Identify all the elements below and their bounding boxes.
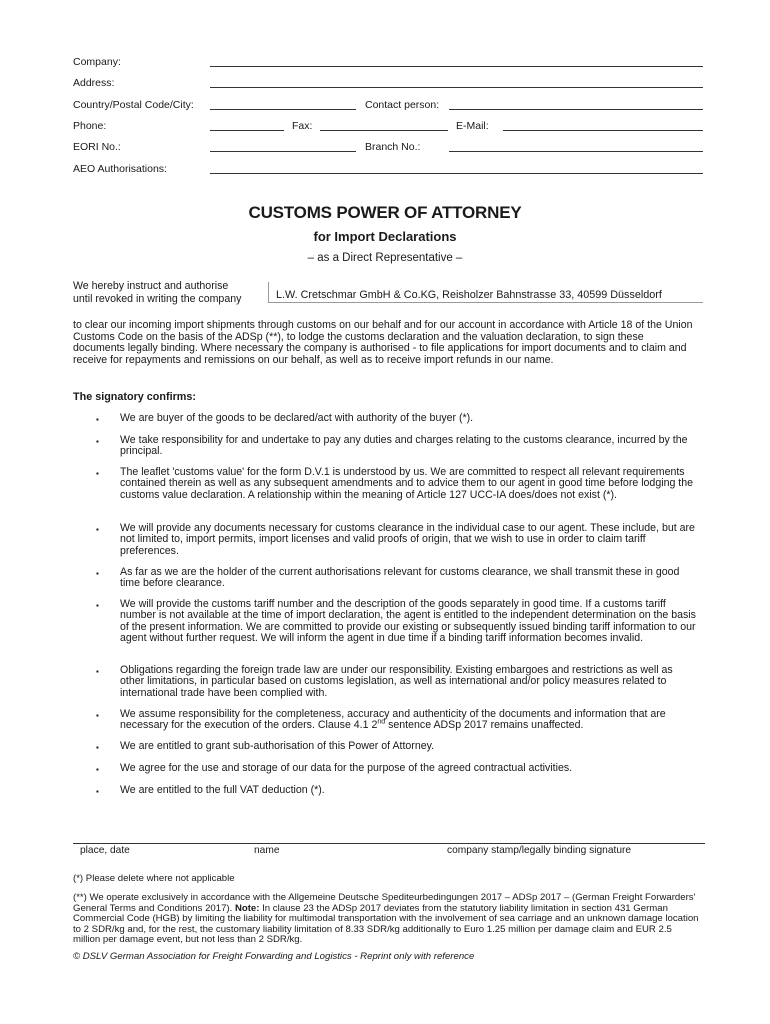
email-label: E-Mail:	[456, 120, 489, 132]
bullet-marker: ▪	[96, 711, 99, 720]
bullet-item: We are entitled to grant sub-authorisation of this Power of Attorney.	[120, 740, 435, 752]
representation-type: – as a Direct Representative –	[307, 252, 463, 264]
intro-paragraph: to clear our incoming import shipments through customs on our behalf and for our account in accordance with Article 18 of the Union Customs Code on the basis of the ADSp (**), to lodge the customs declaration and the valuation declaration, to sign these documents legally binding. Where necessary the company is authorised - to file applications for import documents and to claim and receive for repayments and remissions on our behalf, as well as to receive import refunds in our name.	[73, 319, 693, 366]
contact-label: Contact person:	[365, 99, 440, 111]
copyright-footer: © DSLV German Association for Freight Forwarding and Logistics - Reprint only with reference	[73, 951, 475, 962]
bullet-item: We will provide the customs tariff number and the description of the goods separately in good time. If a customs tariff number is not available at the time of import declaration, the agent is entitled to the independent determination on the basis of the present information. We are committed to provide our existing or subsequently issued binding tariff information to our agent without further request. We will inform the agent in due time if a binding tariff information becomes invalid.	[120, 598, 696, 645]
aeo-field[interactable]	[210, 173, 703, 174]
bullet-marker: ▪	[96, 601, 99, 610]
bullet-adsp-superscript: nd	[377, 718, 386, 726]
footnote-note-label: Note:	[234, 902, 260, 914]
contact-field[interactable]	[449, 109, 703, 110]
phone-label: Phone:	[73, 120, 107, 132]
instruction-text	[73, 280, 241, 305]
bullet-adsp-text-a: We assume responsibility for the completeness, accuracy and authenticity of the documents and information that are necessary for the execution of the orders. Clause 4.1 2	[120, 708, 666, 732]
document-title: CUSTOMS POWER OF ATTORNEY	[248, 203, 522, 222]
bullet-item: The leaflet 'customs value' for the form D.V.1 is understood by us. We are committed to respect all relevant requirements contained therein as well as any subsequent amendments and to advice them to our agent in good time before lodging the customs value declaration. A relationship within the meaning of Article 127 UCC-IA does/does not exist (*).	[120, 466, 694, 501]
signature-line[interactable]	[73, 843, 705, 844]
signature-place-date: place, date	[80, 845, 130, 856]
bullet-marker: ▪	[96, 525, 99, 534]
bullet-marker: ▪	[96, 787, 99, 796]
bullet-item: As far as we are the holder of the current authorisations relevant for customs clearance, we shall transmit these in good time before clearance.	[120, 566, 680, 590]
signature-stamp: company stamp/legally binding signature	[447, 845, 632, 856]
address-label: Address:	[73, 77, 115, 89]
address-field[interactable]	[210, 87, 703, 88]
eori-field[interactable]	[210, 151, 356, 152]
company-label: Company:	[73, 56, 121, 68]
phone-field[interactable]	[210, 130, 284, 131]
email-field[interactable]	[503, 130, 703, 131]
fax-field[interactable]	[320, 130, 448, 131]
bullet-marker: ▪	[96, 743, 99, 752]
bullet-item: We are entitled to the full VAT deduction (*).	[120, 784, 325, 796]
bullet-marker: ▪	[96, 415, 99, 424]
branch-field[interactable]	[449, 151, 703, 152]
bullet-item: We are buyer of the goods to be declared/act with authority of the buyer (*).	[120, 412, 474, 424]
bullet-item: We will provide any documents necessary for customs clearance in the individual case to our agent. These include, but are not limited to, import permits, import licenses and valid proofs of origin, that we wish to use in order to claim tariff preferences.	[120, 522, 695, 557]
aeo-label: AEO Authorisations:	[73, 163, 167, 175]
bullet-adsp-text-b: sentence ADSp 2017 remains unaffected.	[385, 719, 584, 732]
agent-name: L.W. Cretschmar GmbH & Co.KG, Reisholzer Bahnstrasse 33, 40599 Düsseldorf	[276, 289, 662, 301]
bullet-marker: ▪	[96, 437, 99, 446]
bullet-item: Obligations regarding the foreign trade law are under our responsibility. Existing embargoes and restrictions as well as other limitations, in particular based on customs legislation, as well as international and/or policy measures related to international trade have been complied with.	[120, 664, 673, 699]
document-subtitle: for Import Declarations	[313, 229, 457, 244]
footnote-adsp-text-a: (**) We operate exclusively in accordance with the Allgemeine Deutsche Spediteurbedingungen 2017 – ADSp 2017 – (German Freight Forwarders' General Terms and Conditions 2017).	[73, 892, 696, 914]
instruction-line-1: We hereby instruct and authorise	[73, 280, 229, 292]
branch-label: Branch No.:	[365, 141, 421, 153]
country-label: Country/Postal Code/City:	[73, 99, 194, 111]
bullet-marker: ▪	[96, 667, 99, 676]
bullet-marker: ▪	[96, 469, 99, 478]
company-field[interactable]	[210, 66, 703, 67]
fax-label: Fax:	[292, 120, 313, 132]
bullet-item: We agree for the use and storage of our data for the purpose of the agreed contractual activities.	[120, 762, 573, 774]
footnote-adsp-text-b: In clause 23 the ADSp 2017 deviates from the statutory liability limitation in section 431 German Commercial Code (HGB) by limiting the liability for multimodal transportation with the involvement of sea carriage and an unknown damage location to 2 SDR/kg and, for the rest, the customary liability limitation of 8.33 SDR/kg additionally to Euro 1.25 million per damage claim and EUR 2.5 million per damage event, but not less than 2 SDR/kg.	[73, 902, 699, 946]
instruction-line-2: until revoked in writing the company	[73, 292, 242, 305]
signature-name: name	[254, 845, 280, 856]
bullet-item: We take responsibility for and undertake to pay any duties and charges relating to the customs clearance, incurred by the principal.	[120, 434, 688, 458]
footnote-adsp	[73, 893, 701, 946]
confirms-heading: The signatory confirms:	[73, 391, 196, 403]
bullet-marker: ▪	[96, 765, 99, 774]
country-field[interactable]	[210, 109, 356, 110]
bullet-marker: ▪	[96, 569, 99, 578]
bullet-item-adsp	[120, 709, 698, 732]
footnote-delete: (*) Please delete where not applicable	[73, 873, 235, 884]
eori-label: EORI No.:	[73, 141, 121, 153]
